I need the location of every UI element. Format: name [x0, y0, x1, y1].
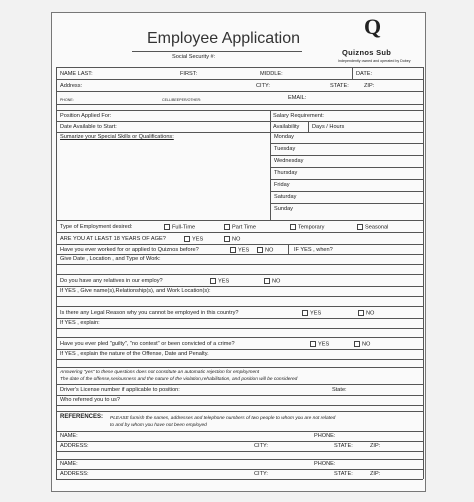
if-yes-when-label: IF YES , when?	[294, 247, 333, 253]
rule	[56, 405, 423, 406]
rule	[56, 121, 423, 122]
disclaimer-line-2: The date of the offense,seriousness and the nature of the violation,rehabilitation, and position will be considered	[60, 377, 298, 382]
rule	[56, 104, 423, 105]
cell-label: CELL/BEEPER/OTHER:	[162, 98, 202, 102]
social-security-label: Social Security #:	[172, 54, 216, 60]
ref1-phone-label: PHONE:	[314, 433, 336, 439]
option-label: YES	[192, 236, 204, 243]
availability-label: Availability	[273, 124, 300, 130]
day-label: Saturday	[274, 194, 297, 200]
option-label: NO	[265, 247, 274, 254]
rule	[270, 191, 423, 192]
rule	[56, 79, 423, 80]
ref1-address-label: ADDRESS:	[60, 443, 89, 449]
rule	[56, 244, 423, 245]
guilty-no-checkbox[interactable]	[354, 341, 370, 348]
option-label: YES	[218, 278, 230, 285]
availability-schedule	[270, 132, 423, 220]
email-label: EMAIL:	[288, 95, 307, 101]
day-label: Monday	[274, 134, 294, 140]
rule	[56, 110, 423, 111]
rule	[56, 274, 423, 275]
license-label: Driver's License number if applicable to position:	[60, 387, 180, 393]
checkbox-box[interactable]	[164, 224, 170, 230]
rule	[56, 220, 423, 221]
form-title: Employee Application	[147, 30, 300, 47]
day-label: Tuesday	[274, 146, 296, 152]
ref2-zip-label: ZIP:	[370, 471, 381, 477]
name-last-label: NAME LAST:	[60, 71, 93, 77]
ref2-phone-label: PHONE:	[314, 461, 336, 467]
rule	[56, 384, 423, 385]
age-no-checkbox[interactable]	[224, 236, 240, 243]
option-label: YES	[310, 310, 322, 317]
rule	[56, 431, 423, 432]
salary-label: Salary Requirement:	[273, 113, 324, 119]
part-time-checkbox[interactable]	[224, 224, 256, 231]
option-label: Full-Time	[172, 224, 196, 231]
option-label: YES	[318, 341, 330, 348]
rule	[270, 179, 423, 180]
age-yes-checkbox[interactable]	[184, 236, 203, 243]
rule	[56, 286, 423, 287]
rule	[56, 296, 423, 297]
rule	[56, 469, 423, 470]
address-label: Address:	[60, 83, 83, 89]
title-underline	[132, 51, 302, 52]
guilty-yes-checkbox[interactable]	[310, 341, 329, 348]
referred-label: Who referred you to us?	[60, 397, 121, 403]
city-label: CITY:	[256, 83, 270, 89]
ref1-name-label: NAME:	[60, 433, 78, 439]
legal-explain-label: If YES , explain:	[60, 320, 100, 326]
checkbox-box[interactable]	[357, 224, 363, 230]
rule	[56, 441, 423, 442]
age-question: ARE YOU AT LEAST 18 YEARS OF AGE?	[60, 236, 166, 242]
state-label: STATE:	[330, 83, 349, 89]
references-instructions-2: to and by whom you have not been employed	[110, 423, 207, 428]
zip-label: ZIP:	[364, 83, 375, 89]
checkbox-box[interactable]	[224, 236, 230, 242]
checkbox-box[interactable]	[230, 247, 236, 253]
checkbox-box[interactable]	[290, 224, 296, 230]
rule	[56, 479, 423, 480]
checkbox-box[interactable]	[184, 236, 190, 242]
relatives-no-checkbox[interactable]	[264, 278, 280, 285]
ref2-state-label: STATE:	[334, 471, 353, 477]
temporary-checkbox[interactable]	[290, 224, 324, 231]
phone-label: PHONE:	[60, 98, 74, 102]
guilty-details-label: If YES , explain the nature of the Offense, Date and Penalty.	[60, 351, 209, 357]
checkbox-box[interactable]	[264, 278, 270, 284]
rule	[56, 91, 423, 92]
ref1-city-label: CITY:	[254, 443, 268, 449]
relatives-yes-checkbox[interactable]	[210, 278, 229, 285]
references-instructions-1: PLEASE furnish the names, addresses and telephone numbers of two people to whom you are not related	[110, 416, 336, 421]
application-form	[51, 12, 426, 492]
date-available-label: Date Available to Start:	[60, 124, 117, 130]
ref1-zip-label: ZIP:	[370, 443, 381, 449]
checkbox-box[interactable]	[310, 341, 316, 347]
option-label: NO	[232, 236, 241, 243]
ref1-state-label: STATE:	[334, 443, 353, 449]
rule	[270, 203, 423, 204]
option-label: Part Time	[232, 224, 256, 231]
rule	[56, 254, 423, 255]
day-label: Thursday	[274, 170, 298, 176]
legal-no-checkbox[interactable]	[358, 310, 374, 317]
rule	[56, 451, 423, 452]
checkbox-box[interactable]	[210, 278, 216, 284]
rule	[56, 349, 423, 350]
ref2-address-label: ADDRESS:	[60, 471, 89, 477]
rule	[56, 359, 423, 360]
worked-details-label: Give Date , Location , and Type of Work:	[60, 256, 161, 262]
rule	[270, 155, 423, 156]
worked-before-question: Have you ever worked for or applied to Quiznos before?	[60, 247, 199, 253]
legal-yes-checkbox[interactable]	[302, 310, 321, 317]
logo-brand-name: Quiznos Sub	[342, 48, 392, 57]
ref2-city-label: CITY:	[254, 471, 268, 477]
employment-type-label: Type of Employment desired:	[60, 224, 133, 230]
logo-tagline: Independently owned and operated by Dobey	[338, 59, 411, 63]
days-hours-label: Days / Hours	[312, 124, 345, 130]
rule	[308, 121, 309, 132]
checkbox-box[interactable]	[224, 224, 230, 230]
checkbox-box[interactable]	[358, 310, 364, 316]
guilty-question: Have you ever pled "guilty", "no contest" or been convicted of a crime?	[60, 341, 235, 347]
full-time-checkbox[interactable]	[164, 224, 195, 231]
rule	[56, 328, 423, 329]
rule	[288, 244, 289, 254]
checkbox-box[interactable]	[354, 341, 360, 347]
day-label: Sunday	[274, 206, 293, 212]
references-heading: REFERENCES:	[60, 414, 104, 420]
ref2-name-label: NAME:	[60, 461, 78, 467]
option-label: NO	[362, 341, 371, 348]
rule	[56, 411, 423, 412]
rule	[56, 459, 423, 460]
option-label: NO	[272, 278, 281, 285]
quiznos-logo	[328, 14, 424, 67]
legal-question: Is there any Legal Reason why you cannot be employed in this country?	[60, 310, 239, 316]
option-label: NO	[366, 310, 375, 317]
option-label: Temporary	[298, 224, 325, 231]
first-label: FIRST:	[180, 71, 198, 77]
position-applied-label: Position Applied For:	[60, 113, 112, 119]
date-label: DATE:	[356, 71, 373, 77]
rule	[423, 67, 424, 479]
rule	[56, 337, 423, 338]
disclaimer-line-1: Answering "yes" to these questions does not constitute an automatic rejection for employment	[60, 370, 260, 375]
option-label: Seasonal	[365, 224, 389, 231]
day-label: Friday	[274, 182, 290, 188]
middle-label: MIDDLE:	[260, 71, 283, 77]
rule	[56, 395, 423, 396]
rule	[270, 167, 423, 168]
rule	[56, 232, 423, 233]
license-state-label: State:	[332, 387, 347, 393]
rule	[270, 143, 423, 144]
rule	[56, 367, 423, 368]
checkbox-box[interactable]	[257, 247, 263, 253]
rule	[56, 306, 423, 307]
rule	[56, 318, 423, 319]
skills-label: Sumarize your Special Skills or Qualifications:	[60, 134, 174, 140]
rule	[56, 67, 57, 479]
checkbox-box[interactable]	[302, 310, 308, 316]
relatives-details-label: If YES , Give name(s),Relationship(s), and Work Location(s):	[60, 288, 211, 294]
option-label: YES	[238, 247, 250, 254]
rule	[56, 264, 423, 265]
day-label: Wednesday	[274, 158, 304, 164]
seasonal-checkbox[interactable]	[357, 224, 388, 231]
relatives-question: Do you have any relatives in our employ?	[60, 278, 163, 284]
rule	[56, 67, 423, 68]
rule	[352, 67, 353, 79]
logo-q-mark: Q	[364, 14, 382, 39]
